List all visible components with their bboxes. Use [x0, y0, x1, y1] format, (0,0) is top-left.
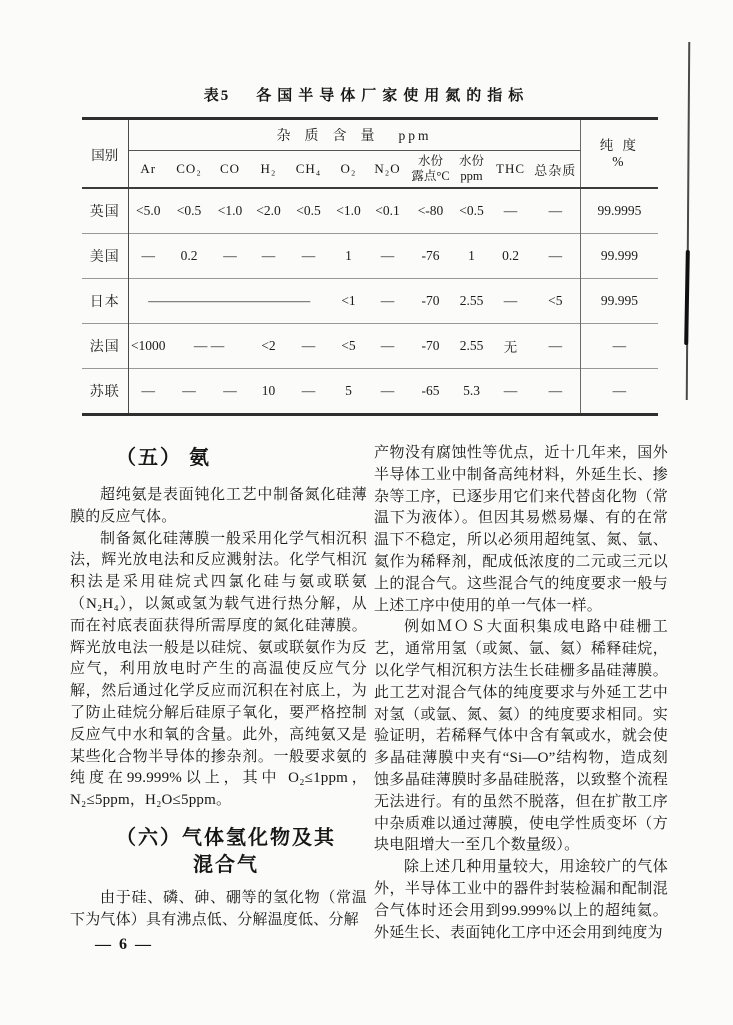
value-cell: —: [380, 383, 395, 398]
value-cell: 10: [261, 383, 276, 398]
impurity-unit-label: ppm: [398, 128, 432, 143]
value-cell: —: [380, 338, 395, 353]
value-cell: <2: [261, 338, 276, 353]
gas-table-body: [82, 188, 658, 415]
paragraph-helium-use: 除上述几种用量较大，用途较广的气体外，半导体工业中的器件封装检漏和配制混合气体时还会用到99.999%以上的超纯氦。外延生长、表面钝化工序中还会用到纯度为: [374, 859, 668, 941]
value-cell: —: [503, 383, 518, 398]
paragraph-ammonia-process: 制备氮化硅薄膜一般采用化学气相沉积法，辉光放电法和反应溅射法。化学气相沉积法是采用硅烷式四氯化硅与氨或联氨（N₂H₄），以氮或氢为载气进行热分解，从而在衬底表面获得所需厚度的氮化硅薄膜。辉光放电法一般是以硅烷、氨或联氨作为反应气，利用放电时产生的高温使反应气分解，然后通过化学反应而沉积在衬底上，为了防止硅烷分解后硅原子氧化，要严格控制反应气中水和氧的含量。此外，高纯氨又是某些化合物半导体的掺杂剂。一般要求氨的纯度在99.999%以上，其中 O₂≤1ppm，N₂≤5ppm，H₂O≤5ppm。: [70, 530, 367, 809]
impurity-column-header: 水份 露点°C: [408, 151, 453, 189]
value-cell: —: [182, 383, 196, 398]
country-cell: 美国: [82, 234, 128, 279]
section-6-heading-line2: 混合气: [193, 853, 259, 876]
value-cell: —: [548, 203, 563, 218]
value-cell: —: [261, 248, 276, 263]
value-cell: <-80: [417, 203, 444, 218]
purity-cell: —: [580, 369, 658, 415]
value-cell: 2.55: [459, 338, 484, 353]
country-cell: 法国: [82, 324, 128, 369]
value-cell: <0.5: [176, 203, 202, 218]
table-row: [82, 324, 658, 369]
purity-header: [580, 119, 658, 189]
section-5-heading: （五） 氨: [116, 447, 211, 469]
paragraph-ammonia-intro: 超纯氨是表面钝化工艺中制备氮化硅薄膜的反应气体。: [70, 487, 367, 525]
page-number: — 6 —: [95, 936, 153, 953]
purity-cell: —: [580, 324, 658, 369]
impurity-column-header: CO₂: [168, 151, 210, 189]
impurity-column-header: Ar: [128, 151, 168, 189]
country-cell: 日本: [82, 279, 128, 324]
value-cell: <1.0: [336, 203, 361, 218]
impurity-column-header: THC: [490, 151, 531, 189]
value-cell: —: [548, 383, 563, 398]
value-cell: —: [548, 248, 563, 263]
value-cell: <0.5: [459, 203, 484, 218]
value-cell: —: [223, 248, 237, 263]
purity-header-line2: %: [612, 153, 627, 169]
value-cell: <0.1: [375, 203, 400, 218]
value-cell: —: [548, 338, 563, 353]
paragraph-mos-example: 例如ＭＯＳ大面积集成电路中硅栅工艺，通常用氢（或氮、氩、氦）稀释硅烷，以化学气相沉积方法生长硅栅多晶硅薄膜。此工艺对混合气体的纯度要求与外延工艺中对氢（或氩、氮、氦）的纯度要求相同。实验证明，若稀释气体中含有氧或水，就会使多晶硅薄膜中夹有“Si—O”结构物，造成刻蚀多晶硅薄膜时多晶硅脱落，以致整个流程无法进行。有的虽然不脱落，但在扩散工序中杂质难以通过薄膜，使电学性质变坏（方块电阻增大一至几个数量级）。: [374, 619, 668, 854]
value-cell: —: [503, 293, 518, 308]
paragraph-hydrides-continued: 产物没有腐蚀性等优点，近十几年来，国外半导体工业中制备高纯材料，外延生长、掺杂等工序，已逐步用它们来代替卤化物（常温下为液体）。但因其易燃易爆、有的在常温下不稳定，所以必须用超纯氢、氮、氩、氦作为稀释剂，配成低浓度的二元或三元以上的混合气。这些混合气的纯度要求一般与上述工序中使用的单一气体一样。: [374, 445, 668, 614]
value-cell: 0.2: [502, 248, 519, 263]
left-column: [70, 445, 367, 932]
value-cell: —: [223, 383, 237, 398]
value-cell: <5: [341, 338, 356, 353]
impurity-column-header: CO: [210, 151, 250, 189]
value-cell: <1000: [130, 338, 166, 353]
column-header-row: [82, 151, 658, 189]
country-header: 国别: [82, 119, 128, 189]
value-cell: <2.0: [256, 203, 281, 218]
value-cell: 1: [345, 248, 352, 263]
scan-artifact-blot: [684, 250, 690, 345]
country-cell: 英国: [82, 188, 128, 234]
value-cell: <1: [341, 293, 356, 308]
impurity-column-header: CH₄: [287, 151, 330, 189]
value-cell: — —: [193, 338, 225, 353]
table-row: [82, 279, 658, 324]
value-cell: ————————————: [148, 293, 311, 308]
table-row: [82, 369, 658, 415]
table-title-text: 各国半导体厂家使用氮的指标: [256, 88, 530, 104]
impurity-column-header: H₂: [250, 151, 287, 189]
value-cell: —: [141, 383, 155, 398]
value-cell: —: [301, 248, 316, 263]
value-cell: 5: [345, 383, 352, 398]
impurity-group-label: 杂质含量: [276, 129, 389, 144]
value-cell: -76: [421, 248, 440, 263]
value-cell: —: [301, 338, 316, 353]
value-cell: —: [141, 248, 155, 263]
table-row: [82, 234, 658, 279]
impurity-group-header: [128, 119, 580, 151]
value-cell: —: [503, 203, 518, 218]
purity-cell: 99.9995: [580, 188, 658, 234]
value-cell: <5: [548, 293, 563, 308]
value-cell: 0.2: [180, 248, 198, 263]
value-cell: -65: [421, 383, 440, 398]
table-row: [82, 188, 658, 234]
paragraph-hydrides-intro: 由于硅、磷、砷、硼等的氢化物（常温下为气体）具有沸点低、分解温度低、分解: [70, 889, 367, 928]
country-cell: 苏联: [82, 369, 128, 415]
value-cell: -70: [421, 293, 440, 308]
section-6-heading-line1: （六）气体氢化物及其: [116, 826, 336, 849]
gas-purity-table: [82, 117, 658, 416]
value-cell: -70: [421, 338, 440, 353]
value-cell: —: [380, 293, 395, 308]
group-header-row: [82, 119, 658, 151]
section-6-heading: [116, 825, 336, 879]
impurity-column-header: 水份 ppm: [453, 151, 490, 189]
purity-cell: 99.995: [580, 279, 658, 324]
impurity-column-header: N₂O: [367, 151, 408, 189]
purity-cell: 99.999: [580, 234, 658, 279]
value-cell: 2.55: [459, 293, 484, 308]
value-cell: 5.3: [463, 383, 480, 398]
value-cell: <1.0: [217, 203, 243, 218]
value-cell: <5.0: [136, 203, 161, 218]
value-cell: 无: [503, 340, 518, 355]
table-title: [0, 84, 733, 105]
value-cell: —: [301, 383, 316, 398]
right-column: [374, 443, 668, 944]
impurity-column-header: O₂: [330, 151, 367, 189]
impurity-column-header: 总杂质: [531, 151, 580, 189]
value-cell: —: [380, 248, 395, 263]
purity-header-line1: 纯 度: [599, 137, 640, 153]
table-number: 表5: [203, 88, 231, 104]
value-cell: 1: [468, 248, 475, 263]
value-cell: <0.5: [296, 203, 321, 218]
